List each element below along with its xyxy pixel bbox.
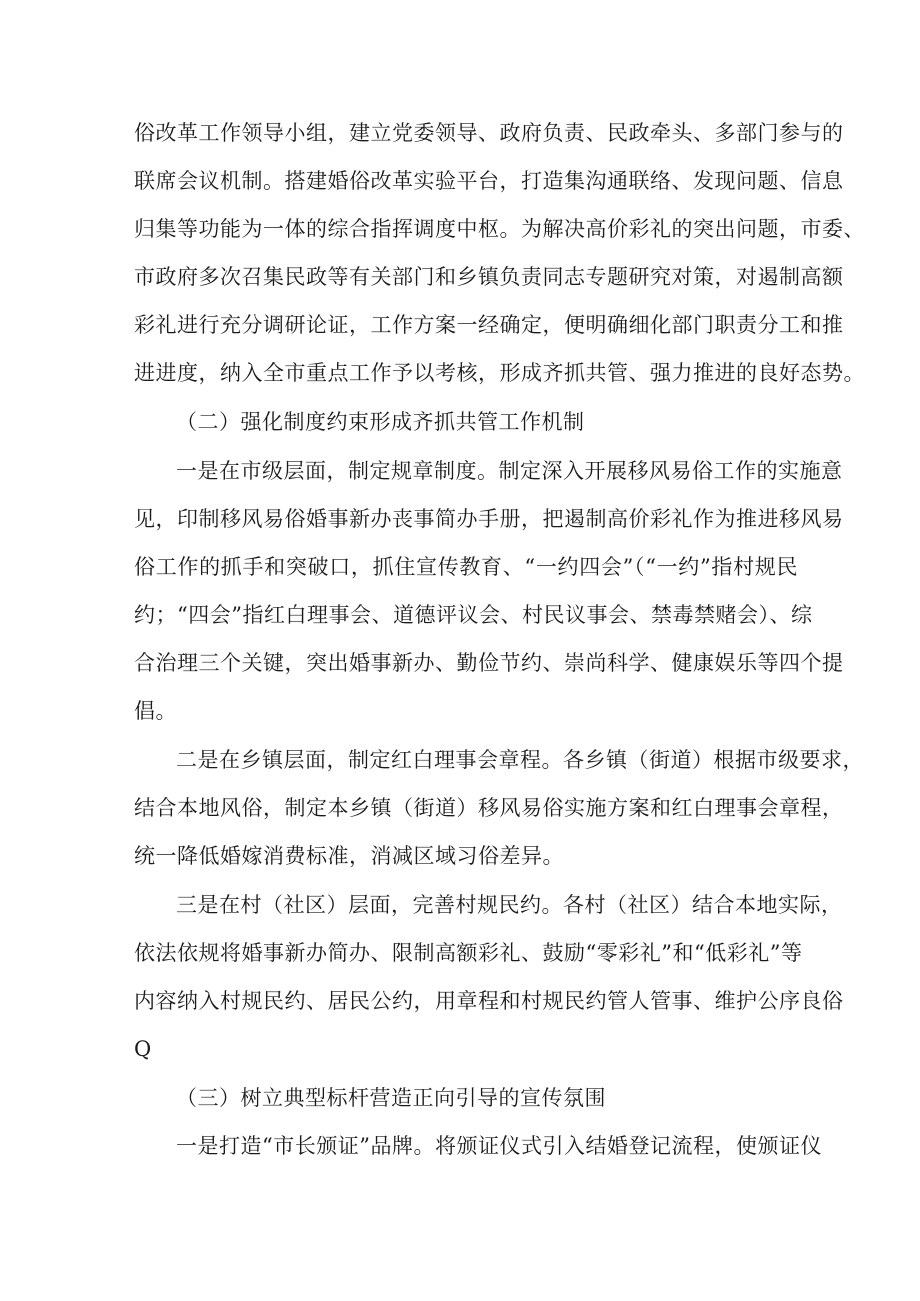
paragraph-1-line-3: 归集等功能为一体的综合指挥调度中枢。为解决高价彩礼的突出问题，市委、 [134, 217, 865, 241]
paragraph-3-line-1: 二是在乡镇层面，制定红白理事会章程。各乡镇（街道）根据市级要求， [176, 748, 864, 772]
paragraph-2-line-3: 俗工作的抓手和突破口，抓住宣传教育、“一约四会”（“一约”指村规民 [134, 555, 798, 579]
paragraph-1-line-4: 市政府多次召集民政等有关部门和乡镇负责同志专题研究对策，对遏制高额 [134, 265, 844, 289]
paragraph-2-line-1: 一是在市级层面，制定规章制度。制定深入开展移风易俗工作的实施意 [176, 459, 843, 483]
section-heading-2: （二）强化制度约束形成齐抓共管工作机制 [176, 410, 585, 434]
paragraph-3-line-2: 结合本地风俗，制定本乡镇（街道）移风易俗实施方案和红白理事会章程， [134, 796, 844, 820]
paragraph-5-line-1: 一是打造“市长颁证”品牌。将颁证仪式引入结婚登记流程，使颁证仪 [176, 1134, 822, 1158]
paragraph-1-line-2: 联席会议机制。搭建婚俗改革实验平台，打造集沟通联络、发现问题、信息 [134, 169, 844, 193]
paragraph-3-line-3: 统一降低婚嫁消费标准，消减区域习俗差异。 [134, 844, 564, 868]
paragraph-2-line-6: 倡。 [134, 699, 177, 723]
paragraph-2-line-2: 见，印制移风易俗婚事新办丧事简办手册，把遏制高价彩礼作为推进移风易 [134, 507, 844, 531]
paragraph-1-line-1: 俗改革工作领导小组，建立党委领导、政府负责、民政牵头、多部门参与的 [134, 121, 844, 145]
section-heading-3: （三）树立典型标杆营造正向引导的宣传氛围 [176, 1086, 606, 1110]
paragraph-4-line-1: 三是在村（社区）层面，完善村规民约。各村（社区）结合本地实际， [176, 893, 843, 917]
paragraph-2-line-4: 约；“四会”指红白理事会、道德评议会、村民议事会、禁毒禁赌会）、综 [134, 603, 813, 627]
paragraph-1-line-5: 彩礼进行充分调研论证，工作方案一经确定，便明确细化部门职责分工和推 [134, 313, 844, 337]
paragraph-1-line-6: 进进度，纳入全市重点工作予以考核，形成齐抓共管、强力推进的良好态势。 [134, 361, 865, 385]
paragraph-2-line-5: 合治理三个关键，突出婚事新办、勤俭节约、崇尚科学、健康娱乐等四个提 [134, 651, 844, 675]
paragraph-4-line-2: 依法依规将婚事新办简办、限制高额彩礼、鼓励“零彩礼”和“低彩礼”等 [134, 941, 803, 965]
paragraph-4-line-4: Q [134, 1037, 152, 1061]
paragraph-4-line-3: 内容纳入村规民约、居民公约，用章程和村规民约管人管事、维护公序良俗 [134, 989, 844, 1013]
